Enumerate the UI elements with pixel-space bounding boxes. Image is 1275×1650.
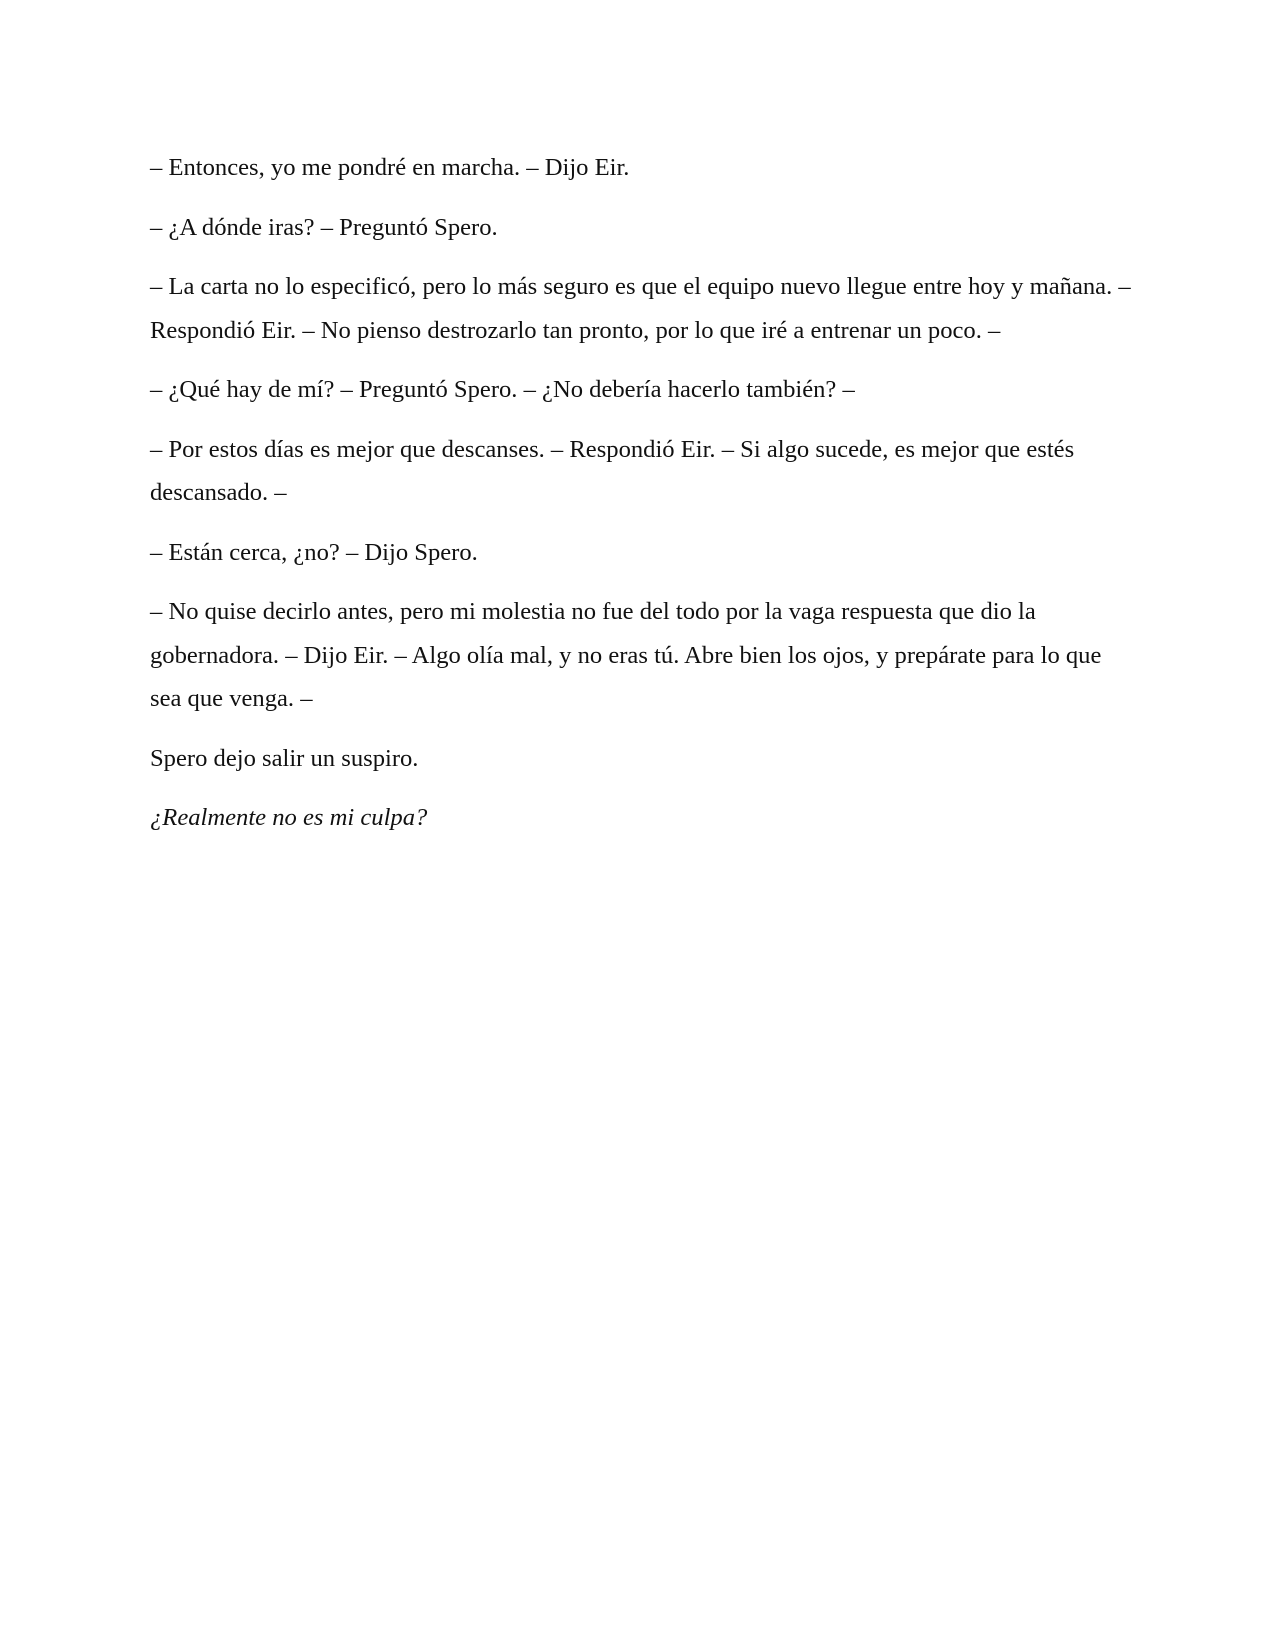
paragraph-3: – La carta no lo especificó, pero lo más seguro es que el equipo nuevo llegue entre hoy y mañana. – Respondió Eir. – No pienso destrozarlo tan pronto, por lo que iré a entrenar un poco. – (150, 273, 1131, 344)
paragraph-8: Spero dejo salir un suspiro. (150, 744, 419, 772)
paragraph-7: – No quise decirlo antes, pero mi molestia no fue del todo por la vaga respuesta que dio la gobernadora. – Dijo Eir. – Algo olía mal, y no eras tú. Abre bien los ojos, y prepárate para lo que sea que venga. – (150, 598, 1102, 712)
document-body (150, 146, 1135, 856)
paragraph-9-thought: ¿Realmente no es mi culpa? (150, 804, 428, 831)
paragraph-4: – ¿Qué hay de mí? – Preguntó Spero. – ¿No debería hacerlo también? – (150, 376, 855, 403)
paragraph-2: – ¿A dónde iras? – Preguntó Spero. (150, 213, 498, 241)
paragraph-5: – Por estos días es mejor que descanses. – Respondió Eir. – Si algo sucede, es mejor que estés descansado. – (150, 435, 1075, 506)
paragraph-1: – Entonces, yo me pondré en marcha. – Dijo Eir. (150, 154, 630, 181)
paragraph-6: – Están cerca, ¿no? – Dijo Spero. (150, 538, 478, 566)
